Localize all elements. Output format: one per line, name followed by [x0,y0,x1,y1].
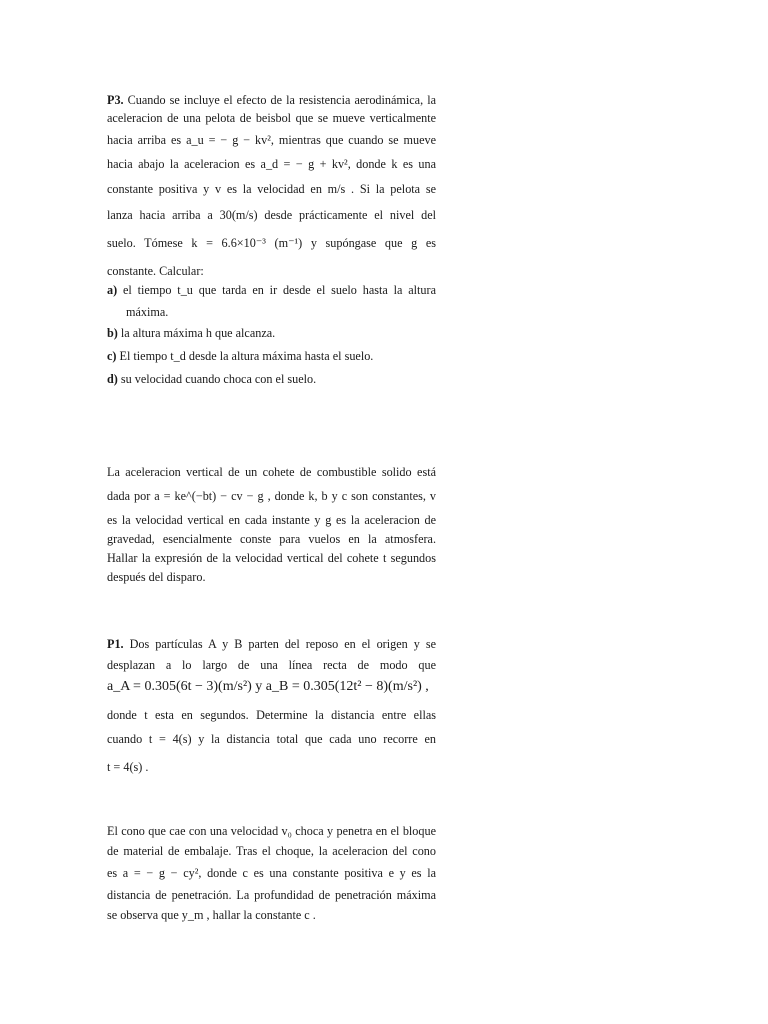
rocket-line-2: dada por a = ke^(−bt) − cv − g , donde k, b y c son constantes, v [107,489,436,503]
cone-line-3: es a = − g − cy², donde c es una constante positiva e y es la [107,866,436,880]
p3-item-a-cont: máxima. [126,305,169,319]
p3-line-5: constante positiva y v es la velocidad en m/s . Si la pelota se [107,182,436,196]
p3-item-c: c) El tiempo t_d desde la altura máxima hasta el suelo. [107,349,374,363]
p3-item-b: b) la altura máxima h que alcanza. [107,326,276,340]
p1-line-4: donde t esta en segundos. Determine la distancia entre ellas [107,708,436,722]
p1-line-6: t = 4(s) . [107,760,149,774]
p1-line-2: desplazan a lo largo de una línea recta de modo que [107,658,436,672]
p3-line-7: suelo. Tómese k = 6.6×10⁻³ (m⁻¹) y supóngase que g es [107,236,436,250]
rocket-line-5: Hallar la expresión de la velocidad vertical del cohete t segundos [107,551,436,565]
p3-line-6: lanza hacia arriba a 30(m/s) desde prácticamente el nivel del [107,208,436,222]
p3-item-a: a) el tiempo t_u que tarda en ir desde el suelo hasta la altura [107,283,436,297]
p3-item-d: d) su velocidad cuando choca con el suelo. [107,372,317,386]
p3-line-4: hacia abajo la aceleracion es a_d = − g + kv², donde k es una [107,157,436,171]
p1-line-5: cuando t = 4(s) y la distancia total que cada uno recorre en [107,732,436,746]
rocket-line-4: gravedad, esencialmente conste para vuelos en la atmosfera. [107,532,436,546]
cone-line-1: El cono que cae con una velocidad v₀ choca y penetra en el bloque [107,824,436,838]
rocket-line-3: es la velocidad vertical en cada instante y g es la aceleracion de [107,513,436,527]
cone-line-2: de material de embalaje. Tras el choque, la aceleracion del cono [107,844,436,858]
p1-equations: a_A = 0.305(6t − 3)(m/s²) y a_B = 0.305(12t² − 8)(m/s²) , [107,679,429,694]
cone-line-4: distancia de penetración. La profundidad de penetración máxima [107,888,436,902]
p3-line-3: hacia arriba es a_u = − g − kv², mientras que cuando se mueve [107,133,436,147]
rocket-line-6: después del disparo. [107,570,206,584]
p3-line-1: P3. Cuando se incluye el efecto de la resistencia aerodinámica, la [107,93,436,107]
p1-line-1: P1. Dos partículas A y B parten del reposo en el origen y se [107,637,436,651]
p3-line-8: constante. Calcular: [107,264,204,278]
p3-line-2: aceleracion de una pelota de beisbol que se mueve verticalmente [107,111,436,125]
cone-line-5: se observa que y_m , hallar la constante c . [107,908,316,922]
rocket-line-1: La aceleracion vertical de un cohete de combustible solido está [107,465,436,479]
